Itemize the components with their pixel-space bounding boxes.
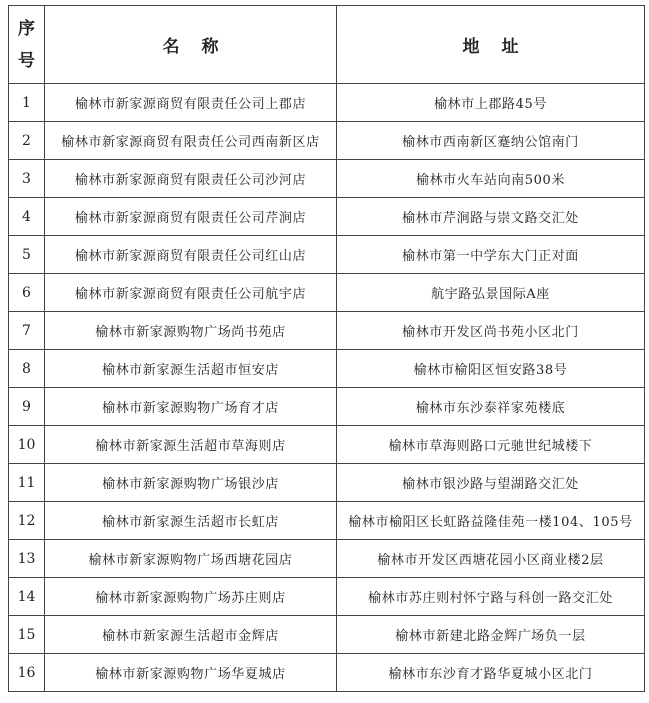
- store-name: 榆林市新家源商贸有限责任公司上郡店: [45, 84, 337, 122]
- store-name: 榆林市新家源生活超市恒安店: [45, 350, 337, 388]
- store-address: 榆林市火车站向南500米: [337, 160, 645, 198]
- row-number: 2: [9, 122, 45, 160]
- row-number: 5: [9, 236, 45, 274]
- row-number: 6: [9, 274, 45, 312]
- table-row: [9, 198, 645, 236]
- header-address: 地址: [337, 6, 645, 84]
- store-address: 榆林市上郡路45号: [337, 84, 645, 122]
- table-row: [9, 160, 645, 198]
- store-address: 榆林市第一中学东大门正对面: [337, 236, 645, 274]
- store-name: 榆林市新家源商贸有限责任公司红山店: [45, 236, 337, 274]
- table-row: [9, 274, 645, 312]
- row-number: 10: [9, 426, 45, 464]
- store-name: 榆林市新家源生活超市草海则店: [45, 426, 337, 464]
- table-row: [9, 426, 645, 464]
- header-serial-number: 序 号: [9, 6, 45, 84]
- store-address: 榆林市银沙路与望湖路交汇处: [337, 464, 645, 502]
- store-name: 榆林市新家源商贸有限责任公司沙河店: [45, 160, 337, 198]
- store-name: 榆林市新家源商贸有限责任公司西南新区店: [45, 122, 337, 160]
- row-number: 4: [9, 198, 45, 236]
- store-address: 榆林市开发区西塘花园小区商业楼2层: [337, 540, 645, 578]
- row-number: 15: [9, 616, 45, 654]
- store-address: 榆林市东沙泰祥家苑楼底: [337, 388, 645, 426]
- header-name: 名称: [45, 6, 337, 84]
- store-name: 榆林市新家源商贸有限责任公司芹涧店: [45, 198, 337, 236]
- store-address: 榆林市榆阳区恒安路38号: [337, 350, 645, 388]
- row-number: 11: [9, 464, 45, 502]
- store-name: 榆林市新家源购物广场育才店: [45, 388, 337, 426]
- store-name: 榆林市新家源购物广场西塘花园店: [45, 540, 337, 578]
- store-name: 榆林市新家源购物广场尚书苑店: [45, 312, 337, 350]
- row-number: 3: [9, 160, 45, 198]
- store-name: 榆林市新家源购物广场华夏城店: [45, 654, 337, 692]
- table-row: [9, 540, 645, 578]
- table-row: [9, 312, 645, 350]
- store-address: 榆林市草海则路口元驰世纪城楼下: [337, 426, 645, 464]
- row-number: 7: [9, 312, 45, 350]
- table-row: [9, 350, 645, 388]
- table-row: [9, 236, 645, 274]
- table-row: [9, 578, 645, 616]
- table-row: [9, 654, 645, 692]
- table-row: [9, 122, 645, 160]
- table-row: [9, 502, 645, 540]
- table-header-row: [9, 6, 645, 84]
- store-address: 榆林市开发区尚书苑小区北门: [337, 312, 645, 350]
- store-address: 榆林市芹涧路与崇文路交汇处: [337, 198, 645, 236]
- store-name: 榆林市新家源生活超市长虹店: [45, 502, 337, 540]
- store-name: 榆林市新家源购物广场苏庄则店: [45, 578, 337, 616]
- row-number: 1: [9, 84, 45, 122]
- store-address: 榆林市苏庄则村怀宁路与科创一路交汇处: [337, 578, 645, 616]
- table-row: [9, 616, 645, 654]
- store-name: 榆林市新家源购物广场银沙店: [45, 464, 337, 502]
- store-name: 榆林市新家源生活超市金辉店: [45, 616, 337, 654]
- store-list-table: [8, 5, 645, 692]
- store-address: 榆林市新建北路金辉广场负一层: [337, 616, 645, 654]
- store-address: 榆林市东沙育才路华夏城小区北门: [337, 654, 645, 692]
- row-number: 16: [9, 654, 45, 692]
- store-name: 榆林市新家源商贸有限责任公司航宇店: [45, 274, 337, 312]
- store-address: 榆林市榆阳区长虹路益隆佳苑一楼104、105号: [337, 502, 645, 540]
- table-row: [9, 388, 645, 426]
- store-address: 榆林市西南新区蹇纳公馆南门: [337, 122, 645, 160]
- row-number: 9: [9, 388, 45, 426]
- row-number: 13: [9, 540, 45, 578]
- row-number: 8: [9, 350, 45, 388]
- row-number: 14: [9, 578, 45, 616]
- store-address: 航宇路弘景国际A座: [337, 274, 645, 312]
- table-row: [9, 464, 645, 502]
- row-number: 12: [9, 502, 45, 540]
- table-row: [9, 84, 645, 122]
